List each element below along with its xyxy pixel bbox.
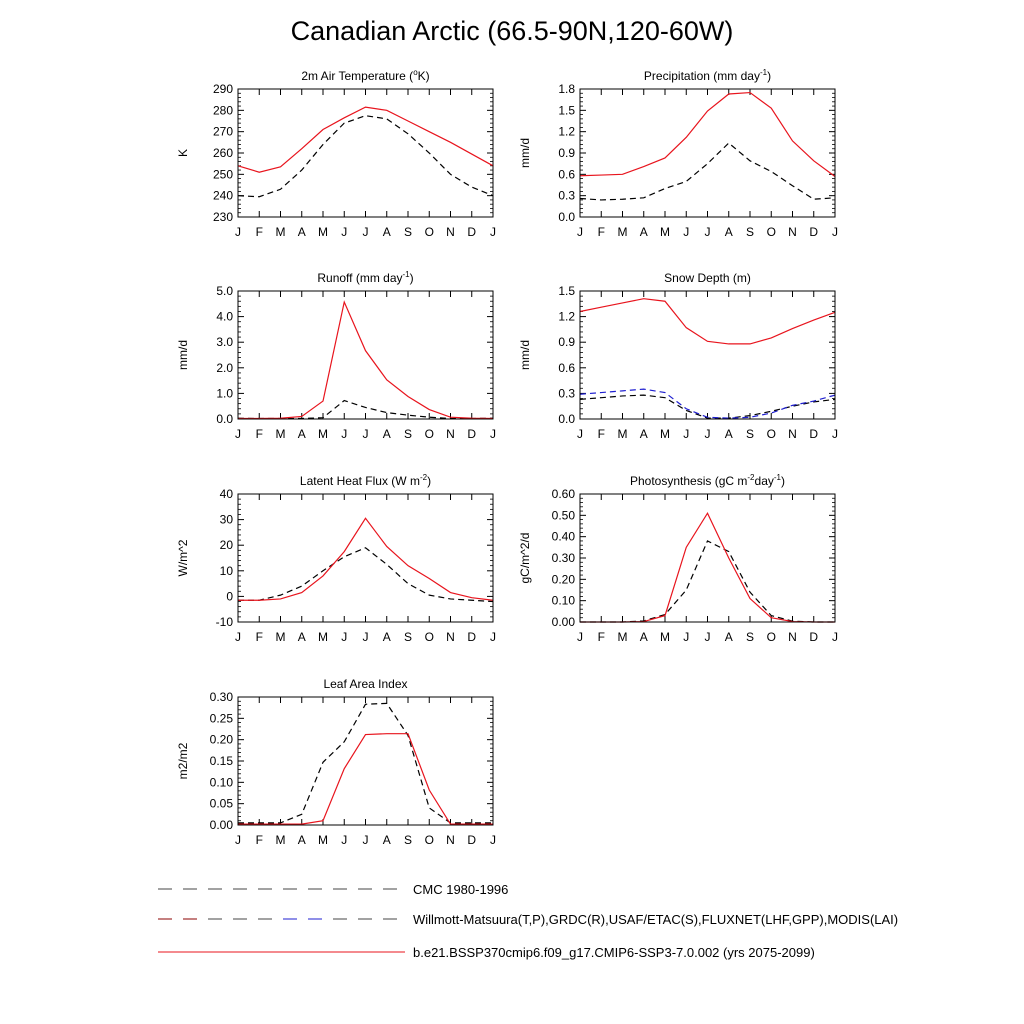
x-tick-label: O — [766, 225, 776, 239]
x-tick-label: F — [597, 630, 605, 644]
x-tick-label: N — [788, 630, 797, 644]
x-tick-label: O — [766, 630, 776, 644]
x-tick-label: N — [788, 427, 797, 441]
legend-label: b.e21.BSSP370cmip6.f09_g17.CMIP6-SSP3-7.0.002 (yrs 2075-2099) — [413, 945, 815, 960]
y-tick-label: 1.2 — [558, 124, 575, 139]
x-tick-label: A — [382, 833, 391, 847]
x-tick-label: N — [446, 225, 455, 239]
series-line-model — [580, 513, 835, 622]
x-tick-label: N — [788, 225, 797, 239]
panel-title: Snow Depth (m) — [664, 271, 751, 285]
x-tick-label: O — [424, 630, 434, 644]
y-axis-label: mm/d — [518, 138, 532, 168]
y-tick-label: 0.0 — [558, 412, 575, 426]
panels — [176, 68, 838, 847]
x-tick-label: O — [424, 225, 434, 239]
y-axis-label: W/m^2 — [176, 539, 190, 577]
x-tick-label: J — [362, 427, 369, 441]
y-axis-label: K — [176, 148, 190, 158]
x-tick-label: J — [362, 225, 369, 239]
x-tick-label: J — [235, 427, 241, 441]
x-tick-label: A — [724, 427, 733, 441]
x-tick-label: M — [275, 225, 286, 239]
x-tick-label: N — [446, 833, 455, 847]
x-tick-label: O — [424, 427, 434, 441]
legend — [158, 882, 898, 960]
chart-panel-7 — [176, 677, 496, 847]
y-axis-label: mm/d — [518, 340, 532, 370]
y-tick-label: 1.0 — [216, 386, 233, 401]
x-tick-label: A — [297, 225, 306, 239]
x-tick-label: N — [446, 630, 455, 644]
x-tick-label: A — [382, 427, 391, 441]
x-tick-label: J — [832, 225, 838, 239]
x-tick-label: A — [639, 427, 648, 441]
series-line-model — [238, 302, 493, 418]
chart-panel-5 — [176, 473, 496, 644]
y-tick-label: 3.0 — [216, 335, 233, 350]
x-tick-label: J — [683, 427, 690, 441]
x-tick-label: J — [683, 225, 690, 239]
x-tick-label: D — [467, 630, 477, 644]
y-tick-label: 1.5 — [558, 103, 575, 118]
x-tick-label: F — [597, 225, 605, 239]
x-tick-label: M — [275, 833, 286, 847]
x-tick-label: M — [660, 630, 670, 644]
x-tick-label: F — [255, 225, 263, 239]
x-tick-label: J — [490, 427, 496, 441]
y-tick-label: 240 — [212, 188, 233, 203]
y-tick-label: 0.20 — [551, 572, 575, 587]
x-tick-label: S — [745, 225, 755, 239]
panel-title: Latent Heat Flux (W $m^{-2}$) — [299, 473, 432, 488]
series-line-model — [238, 518, 493, 600]
y-tick-label: 280 — [212, 103, 233, 118]
y-tick-label: 20 — [219, 538, 233, 553]
x-tick-label: J — [683, 630, 690, 644]
y-tick-label: 5.0 — [216, 284, 233, 298]
plot-frame — [238, 697, 493, 825]
x-tick-label: J — [832, 630, 838, 644]
legend-label: CMC 1980-1996 — [413, 882, 509, 897]
y-tick-label: 290 — [212, 82, 233, 96]
x-tick-label: M — [617, 630, 628, 644]
x-tick-label: M — [660, 225, 670, 239]
y-tick-label: 0.9 — [558, 146, 575, 160]
x-tick-label: M — [275, 427, 286, 441]
x-tick-label: J — [577, 630, 583, 644]
x-tick-label: A — [297, 427, 306, 441]
panel-title: 2m Air Temperature ($^o$K) — [301, 68, 430, 83]
y-tick-label: 0.0 — [216, 412, 233, 426]
x-tick-label: S — [403, 833, 413, 847]
y-tick-label: 10 — [219, 563, 233, 578]
y-tick-label: 0.30 — [209, 690, 233, 704]
x-tick-label: F — [597, 427, 605, 441]
x-tick-label: M — [318, 833, 328, 847]
x-tick-label: D — [809, 630, 819, 644]
x-tick-label: A — [297, 833, 306, 847]
y-tick-label: 0.00 — [551, 615, 575, 629]
plot-frame — [580, 89, 835, 217]
series-line-cmc — [238, 116, 493, 197]
x-tick-label: S — [403, 630, 413, 644]
y-tick-label: 0.3 — [558, 188, 575, 203]
x-tick-label: M — [617, 225, 628, 239]
x-tick-label: N — [446, 427, 455, 441]
x-tick-label: J — [490, 630, 496, 644]
y-tick-label: 0.15 — [209, 754, 233, 768]
chart-panel-1 — [176, 68, 496, 239]
x-tick-label: S — [745, 630, 755, 644]
x-tick-label: J — [341, 225, 348, 239]
x-tick-label: D — [467, 833, 477, 847]
series-line-model — [580, 93, 835, 177]
x-tick-label: D — [809, 427, 819, 441]
y-tick-label: 0.3 — [558, 386, 575, 401]
x-tick-label: O — [424, 833, 434, 847]
y-tick-label: 230 — [212, 210, 233, 224]
y-axis-label: m2/m2 — [176, 742, 190, 780]
y-tick-label: 250 — [212, 167, 233, 182]
y-tick-label: 0.05 — [209, 796, 233, 811]
x-tick-label: D — [809, 225, 819, 239]
legend-item-obs — [158, 912, 898, 927]
x-tick-label: J — [577, 427, 583, 441]
x-tick-label: J — [235, 833, 241, 847]
y-tick-label: 0.0 — [558, 210, 575, 224]
plot-frame — [238, 291, 493, 419]
series-line-model — [580, 299, 835, 344]
plot-frame — [238, 89, 493, 217]
x-tick-label: D — [467, 225, 477, 239]
chart-panel-3 — [176, 270, 496, 441]
x-tick-label: M — [318, 630, 328, 644]
y-tick-label: 30 — [219, 512, 233, 527]
x-tick-label: F — [255, 833, 263, 847]
y-tick-label: 2.0 — [216, 360, 233, 375]
y-tick-label: 0.25 — [209, 711, 233, 726]
y-tick-label: -10 — [215, 615, 233, 629]
x-tick-label: F — [255, 427, 263, 441]
panel-title: Runoff (mm day$^{-1}$) — [317, 270, 414, 285]
y-tick-label: 270 — [212, 124, 233, 139]
x-tick-label: J — [490, 833, 496, 847]
x-tick-label: J — [704, 225, 711, 239]
panel-title: Precipitation (mm day$^{-1}$) — [643, 68, 772, 83]
y-tick-label: 0.40 — [551, 529, 575, 544]
x-tick-label: F — [255, 630, 263, 644]
x-tick-label: J — [362, 630, 369, 644]
series-line-obs — [580, 541, 835, 622]
y-tick-label: 0.9 — [558, 335, 575, 350]
series-line-obs — [238, 703, 493, 822]
x-tick-label: J — [704, 427, 711, 441]
figure-title: Canadian Arctic (66.5-90N,120-60W) — [290, 16, 734, 46]
y-tick-label: 4.0 — [216, 309, 233, 324]
legend-label: Willmott-Matsuura(T,P),GRDC(R),USAF/ETAC(S),FLUXNET(LHF,GPP),MODIS(LAI) — [413, 912, 899, 927]
y-tick-label: 1.5 — [558, 284, 575, 298]
x-tick-label: M — [660, 427, 670, 441]
y-tick-label: 0.20 — [209, 732, 233, 747]
x-tick-label: J — [704, 630, 711, 644]
x-tick-label: J — [362, 833, 369, 847]
y-tick-label: 0.00 — [209, 818, 233, 832]
y-axis-label: mm/d — [176, 340, 190, 370]
y-tick-label: 40 — [219, 487, 233, 501]
y-axis-label: gC/m^2/d — [518, 532, 532, 584]
panel-title: Photosynthesis (gC $m^{-2}day^{-1}$) — [630, 473, 785, 488]
x-tick-label: J — [341, 427, 348, 441]
x-tick-label: J — [832, 427, 838, 441]
x-tick-label: A — [724, 225, 733, 239]
x-tick-label: A — [382, 630, 391, 644]
x-tick-label: J — [341, 833, 348, 847]
x-tick-label: M — [318, 225, 328, 239]
y-tick-label: 1.8 — [558, 82, 575, 96]
legend-item-model — [158, 945, 815, 960]
x-tick-label: O — [766, 427, 776, 441]
series-line-model — [238, 107, 493, 172]
legend-item-cmc — [158, 882, 508, 897]
y-tick-label: 0.50 — [551, 508, 575, 523]
y-tick-label: 1.2 — [558, 309, 575, 324]
y-tick-label: 0.10 — [209, 775, 233, 790]
plot-frame — [580, 291, 835, 419]
x-tick-label: S — [403, 225, 413, 239]
x-tick-label: J — [235, 630, 241, 644]
y-tick-label: 0.10 — [551, 593, 575, 608]
panel-title: Leaf Area Index — [323, 677, 408, 691]
x-tick-label: A — [724, 630, 733, 644]
series-line-model — [238, 734, 493, 824]
x-tick-label: M — [617, 427, 628, 441]
chart-panel-4 — [518, 271, 838, 441]
x-tick-label: A — [297, 630, 306, 644]
x-tick-label: M — [275, 630, 286, 644]
chart-panel-6 — [518, 473, 838, 644]
x-tick-label: A — [639, 225, 648, 239]
x-tick-label: D — [467, 427, 477, 441]
x-tick-label: A — [639, 630, 648, 644]
y-tick-label: 0 — [226, 589, 233, 604]
y-tick-label: 0.6 — [558, 360, 575, 375]
x-tick-label: J — [341, 630, 348, 644]
x-tick-label: S — [745, 427, 755, 441]
plot-frame — [238, 494, 493, 622]
x-tick-label: J — [235, 225, 241, 239]
x-tick-label: S — [403, 427, 413, 441]
chart-panel-2 — [518, 68, 838, 239]
x-tick-label: M — [318, 427, 328, 441]
y-tick-label: 0.60 — [551, 487, 575, 501]
x-tick-label: A — [382, 225, 391, 239]
y-tick-label: 0.30 — [551, 551, 575, 565]
x-tick-label: J — [577, 225, 583, 239]
y-tick-label: 0.6 — [558, 167, 575, 182]
y-tick-label: 260 — [212, 146, 233, 160]
series-line-obs — [580, 143, 835, 200]
x-tick-label: J — [490, 225, 496, 239]
